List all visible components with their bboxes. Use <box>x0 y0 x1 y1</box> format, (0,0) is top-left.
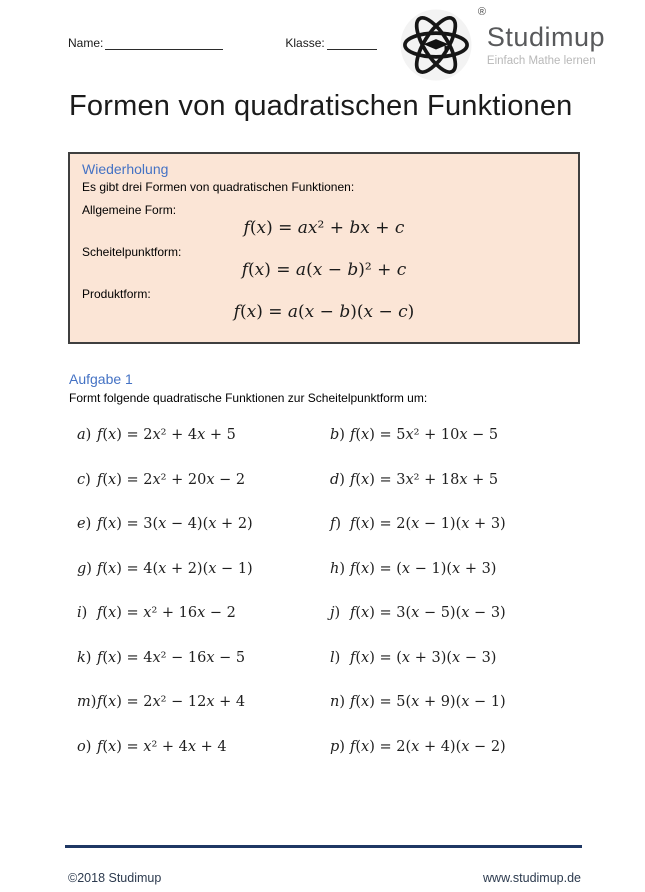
vertex-form-label: Scheitelpunktform: <box>82 245 182 259</box>
review-intro: Es gibt drei Formen von quadratischen Funktionen: <box>82 180 355 194</box>
exercise-formula: f(x) = 4x² − 16x − 5 <box>97 649 246 666</box>
exercise-formula: f(x) = (x − 1)(x + 3) <box>350 560 497 577</box>
exercise-formula: f(x) = x² + 4x + 4 <box>97 738 227 755</box>
exercise-label: k) <box>77 649 92 666</box>
exercise-label: e) <box>77 516 92 532</box>
brand-name: Studimup <box>486 22 605 53</box>
exercise-item-n <box>330 694 583 739</box>
exercise-item-g <box>77 561 330 606</box>
exercise-formula: f(x) = 2x² − 12x + 4 <box>97 694 246 710</box>
exercise-item-f <box>330 516 583 561</box>
general-form-label: Allgemeine Form: <box>82 203 177 217</box>
exercise-label: f) <box>330 516 342 532</box>
exercise-label: n) <box>330 694 346 710</box>
page-title: Formen von quadratischen Funktionen <box>69 90 573 122</box>
vertex-form-formula: f(x) = a(x − b)² + c <box>241 260 407 280</box>
review-heading: Wiederholung <box>82 161 169 177</box>
exercise-formula: f(x) = 5x² + 10x − 5 <box>350 427 499 443</box>
task-heading: Aufgabe 1 <box>69 371 133 387</box>
exercise-formula: f(x) = 3x² + 18x + 5 <box>350 471 499 488</box>
klasse-label: Klasse: <box>285 36 325 50</box>
exercise-label: h) <box>330 560 346 577</box>
exercise-item-d <box>330 472 583 517</box>
exercise-label: d) <box>330 471 345 488</box>
exercise-item-c <box>77 472 330 517</box>
footer-rule <box>65 845 582 848</box>
exercise-item-o <box>77 739 330 784</box>
footer-website: www.studimup.de <box>483 871 581 885</box>
exercise-formula: f(x) = 3(x − 4)(x + 2) <box>97 516 253 532</box>
exercise-formula: f(x) = 3(x − 5)(x − 3) <box>350 605 506 621</box>
exercise-item-m <box>77 694 330 739</box>
klasse-blank-line <box>327 37 377 50</box>
exercise-formula: f(x) = 2x² + 20x − 2 <box>97 471 246 488</box>
atom-graduation-cap-icon <box>399 6 486 82</box>
exercise-label: b) <box>330 427 345 443</box>
exercise-formula: f(x) = (x + 3)(x − 3) <box>350 649 497 666</box>
product-form-label: Produktform: <box>82 287 151 301</box>
exercise-label: j) <box>330 605 341 621</box>
brand-logo <box>399 8 605 82</box>
task-instruction: Formt folgende quadratische Funktionen zur Scheitelpunktform um: <box>69 391 428 405</box>
exercise-formula: f(x) = x² + 16x − 2 <box>97 605 236 621</box>
vertex-form-block <box>82 245 566 280</box>
exercise-label: l) <box>330 649 341 666</box>
footer-copyright: ©2018 Studimup <box>68 871 162 885</box>
product-form-formula: f(x) = a(x − b)(x − c) <box>233 302 415 322</box>
exercise-item-e <box>77 516 330 561</box>
exercise-formula: f(x) = 2(x + 4)(x − 2) <box>350 738 506 755</box>
exercise-formula: f(x) = 2x² + 4x + 5 <box>97 427 236 443</box>
general-form-formula: f(x) = ax² + bx + c <box>243 218 405 238</box>
exercise-item-l <box>330 650 583 695</box>
exercise-label: i) <box>77 605 88 621</box>
exercise-label: o) <box>77 738 92 755</box>
exercise-item-p <box>330 739 583 784</box>
exercise-label: m) <box>77 694 97 710</box>
brand-text <box>487 23 605 66</box>
exercise-formula: f(x) = 4(x + 2)(x − 1) <box>97 560 253 577</box>
exercise-item-i <box>77 605 330 650</box>
exercise-formula: f(x) = 5(x + 9)(x − 1) <box>350 694 506 710</box>
name-label: Name: <box>68 36 104 50</box>
exercise-label: c) <box>77 471 91 488</box>
header-fields <box>68 36 377 50</box>
general-form-block <box>82 203 566 238</box>
name-blank-line <box>105 37 223 50</box>
exercise-item-j <box>330 605 583 650</box>
exercise-label: a) <box>77 427 92 443</box>
exercise-item-h <box>330 561 583 606</box>
exercise-label: p) <box>330 738 345 755</box>
exercise-item-k <box>77 650 330 695</box>
exercise-item-a <box>77 427 330 472</box>
brand-tagline: Einfach Mathe lernen <box>486 54 596 67</box>
review-box <box>68 152 580 344</box>
exercise-list <box>77 427 583 783</box>
product-form-block <box>82 287 566 322</box>
exercise-item-b <box>330 427 583 472</box>
exercise-label: g) <box>77 560 92 577</box>
exercise-formula: f(x) = 2(x − 1)(x + 3) <box>350 516 506 532</box>
registered-trademark: ® <box>477 6 486 18</box>
